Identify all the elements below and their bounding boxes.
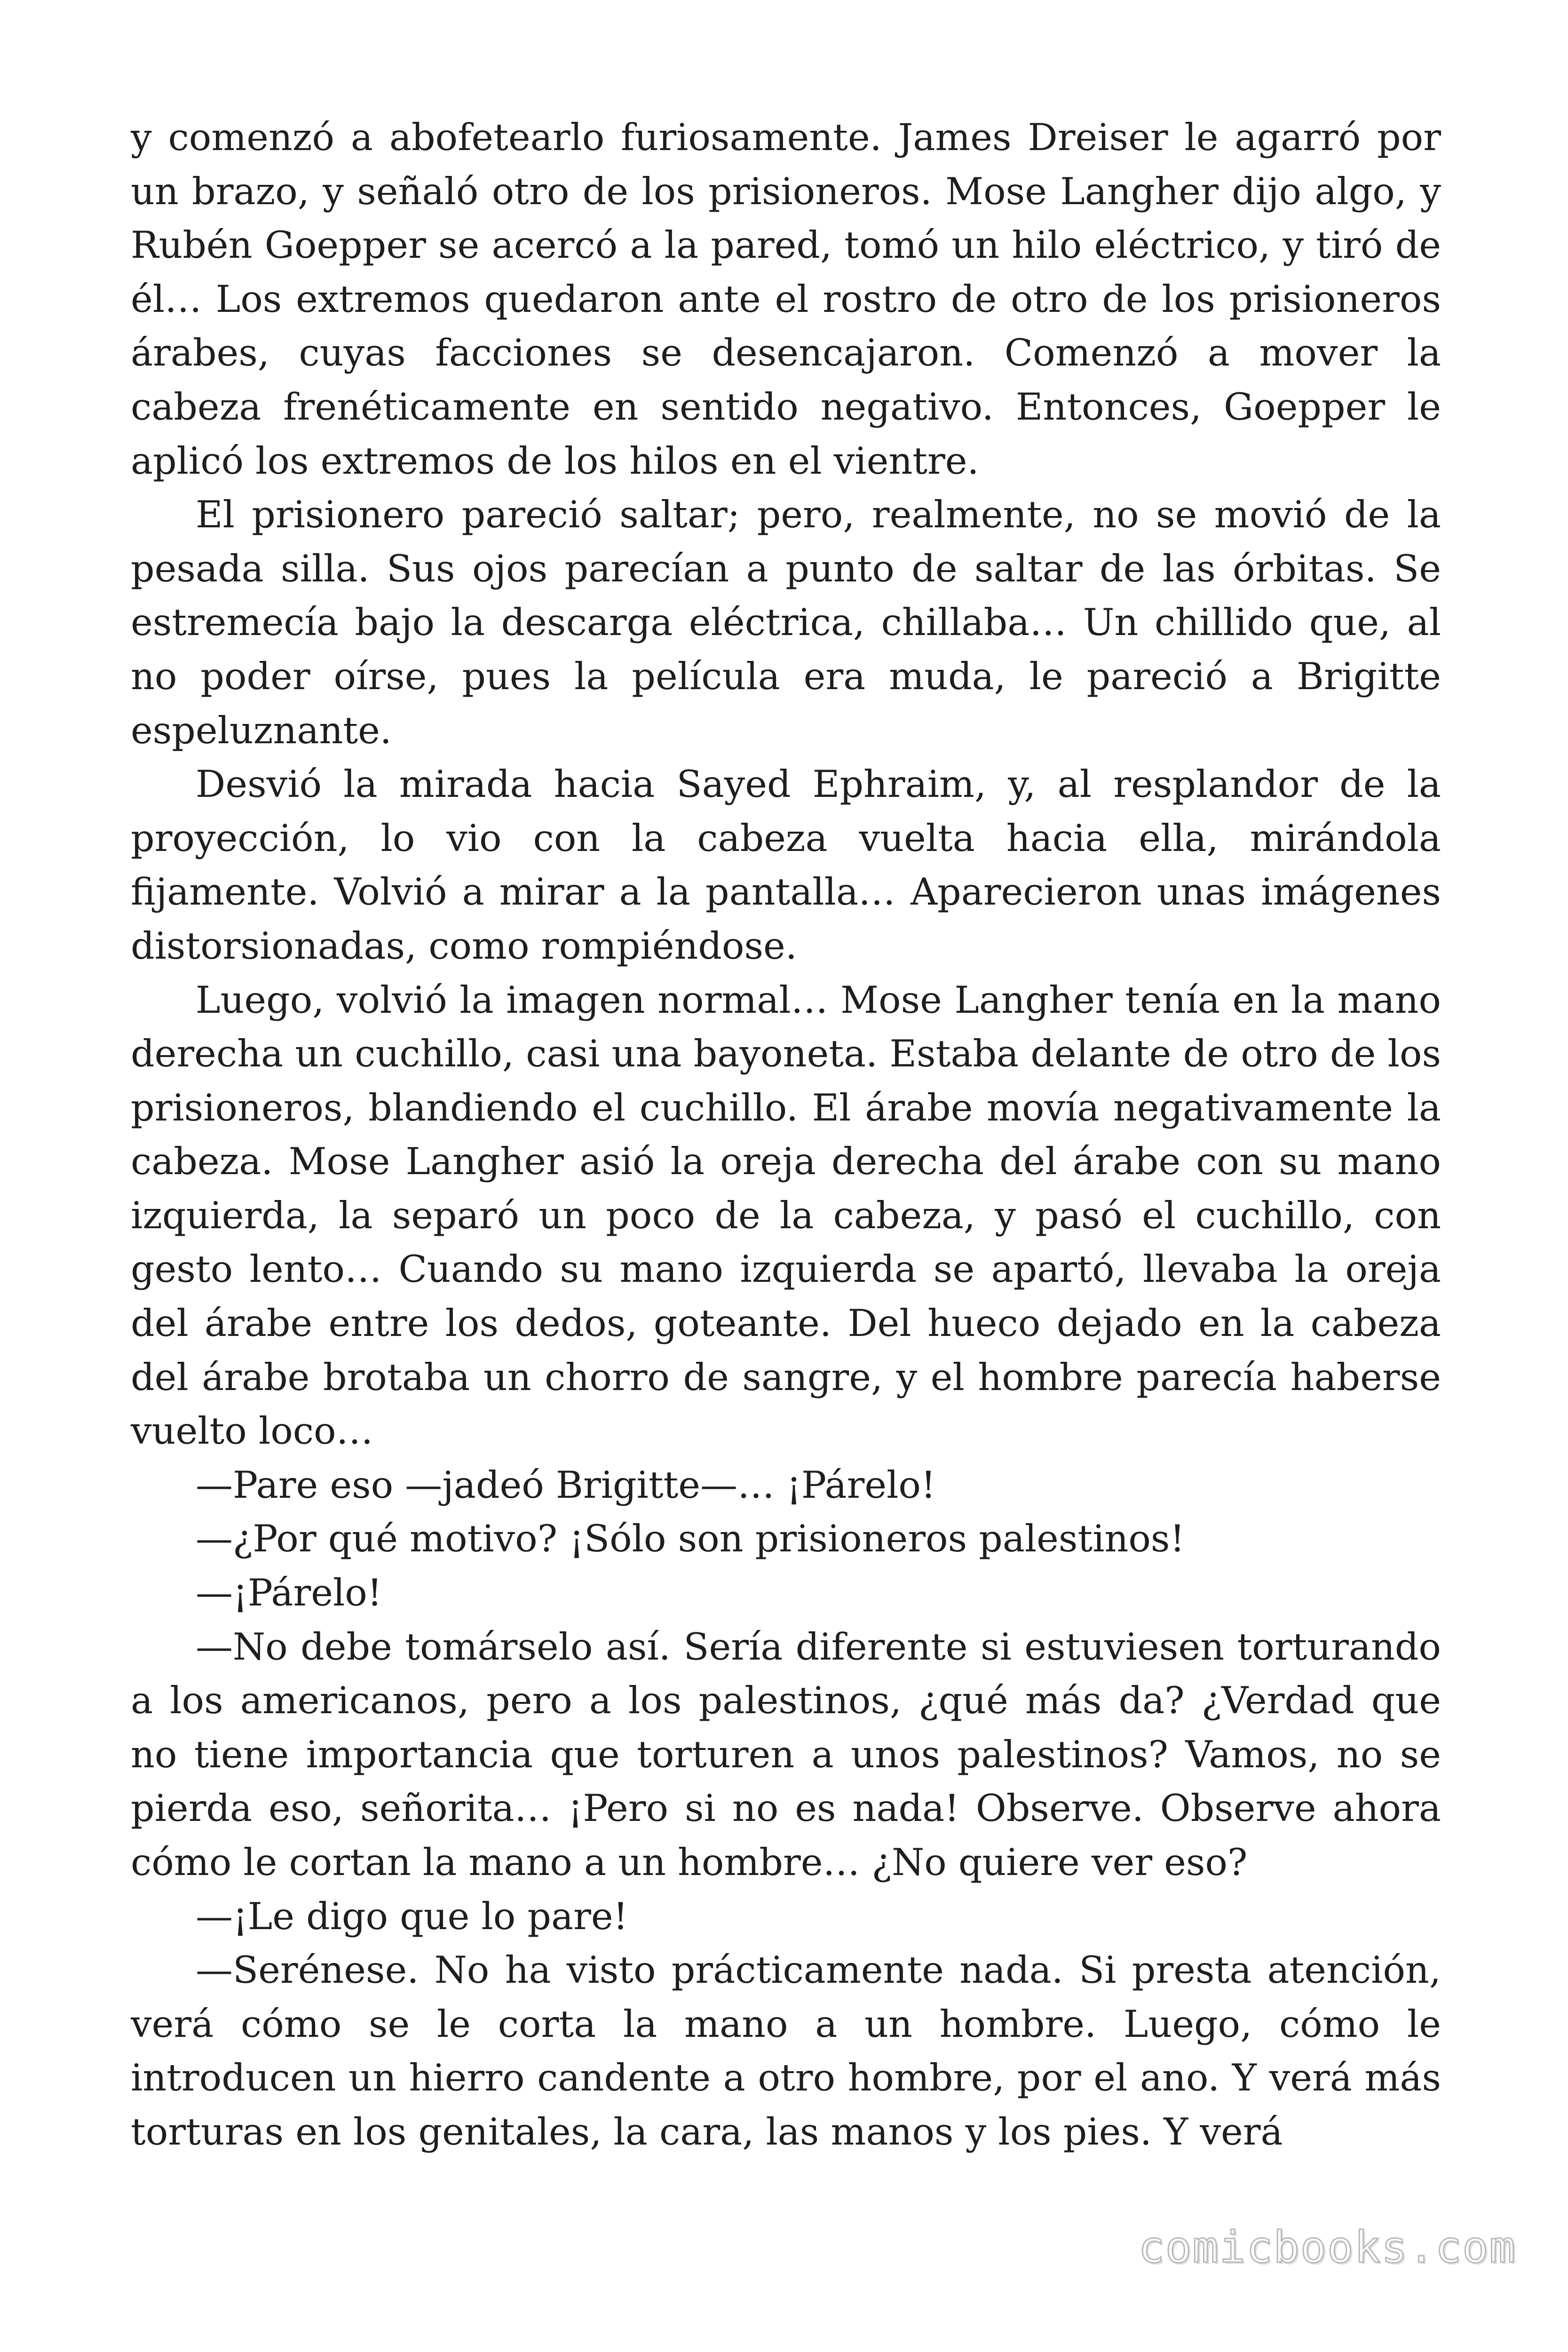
paragraph: Luego, volvió la imagen normal… Mose Langher tenía en la mano derecha un cuchillo, casi una bayoneta. Estaba delante de otro de los prisioneros, blandiendo el cuchillo. El árabe movía negativamente la cabeza. Mose Langher asió la oreja derecha del árabe con su mano izquierda, la separó un poco de la cabeza, y pasó el cuchillo, con gesto lento… Cuando su mano izquierda se apartó, llevaba la oreja del árabe entre los dedos, goteante. Del hueco dejado en la cabeza del árabe brotaba un chorro de sangre, y el hombre parecía haberse vuelto loco… [131,978,1441,1453]
paragraph: El prisionero pareció saltar; pero, realmente, no se movió de la pesada silla. Sus ojos parecían a punto de saltar de las órbitas. Se estremecía bajo la descarga eléctrica, chillaba… Un chillido que, al no poder oírse, pues la película era muda, le pareció a Brigitte espeluznante. [131,493,1441,752]
dialogue-line: —Serénese. No ha visto prácticamente nada. Si presta atención, verá cómo se le corta la mano a un hombre. Luego, cómo le introducen un hierro candente a otro hombre, por el ano. Y verá más torturas en los genitales, la cara, las manos y los pies. Y verá [131,1948,1441,2153]
dialogue-line: —¡Párelo! [196,1571,382,1615]
dialogue-line: —Pare eso —jadeó Brigitte—… ¡Párelo! [196,1463,936,1507]
paragraph-continuation: y comenzó a abofetearlo furiosamente. James Dreiser le agarró por un brazo, y señaló otro de los prisioneros. Mose Langher dijo algo, y Rubén Goepper se acercó a la pared, tomó un hilo eléctrico, y tiró de él… Los extremos quedaron ante el rostro de otro de los prisioneros árabes, cuyas facciones se desencajaron. Comenzó a mover la cabeza frenéticamente en sentido negativo. Entonces, Goepper le aplicó los extremos de los hilos en el vientre. [131,116,1441,483]
paragraph: Desvió la mirada hacia Sayed Ephraim, y, al resplandor de la proyección, lo vio con la cabeza vuelta hacia ella, mirándola fijamente. Volvió a mirar a la pantalla… Aparecieron unas imágenes distorsionadas, como rompiéndose. [131,763,1441,968]
page-body-text [131,111,1441,2159]
watermark: comicbooks.com [1138,2222,1516,2273]
dialogue-line: —¿Por qué motivo? ¡Sólo son prisioneros palestinos! [196,1517,1185,1561]
dialogue-line: —¡Le digo que lo pare! [196,1894,628,1938]
dialogue-line: —No debe tomárselo así. Sería diferente si estuviesen torturando a los americanos, pero a los palestinos, ¿qué más da? ¿Verdad que no tiene importancia que torturen a unos palestinos? Vamos, no se pierda eso, señorita… ¡Pero si no es nada! Observe. Observe ahora cómo le cortan la mano a un hombre… ¿No quiere ver eso? [131,1625,1441,1884]
